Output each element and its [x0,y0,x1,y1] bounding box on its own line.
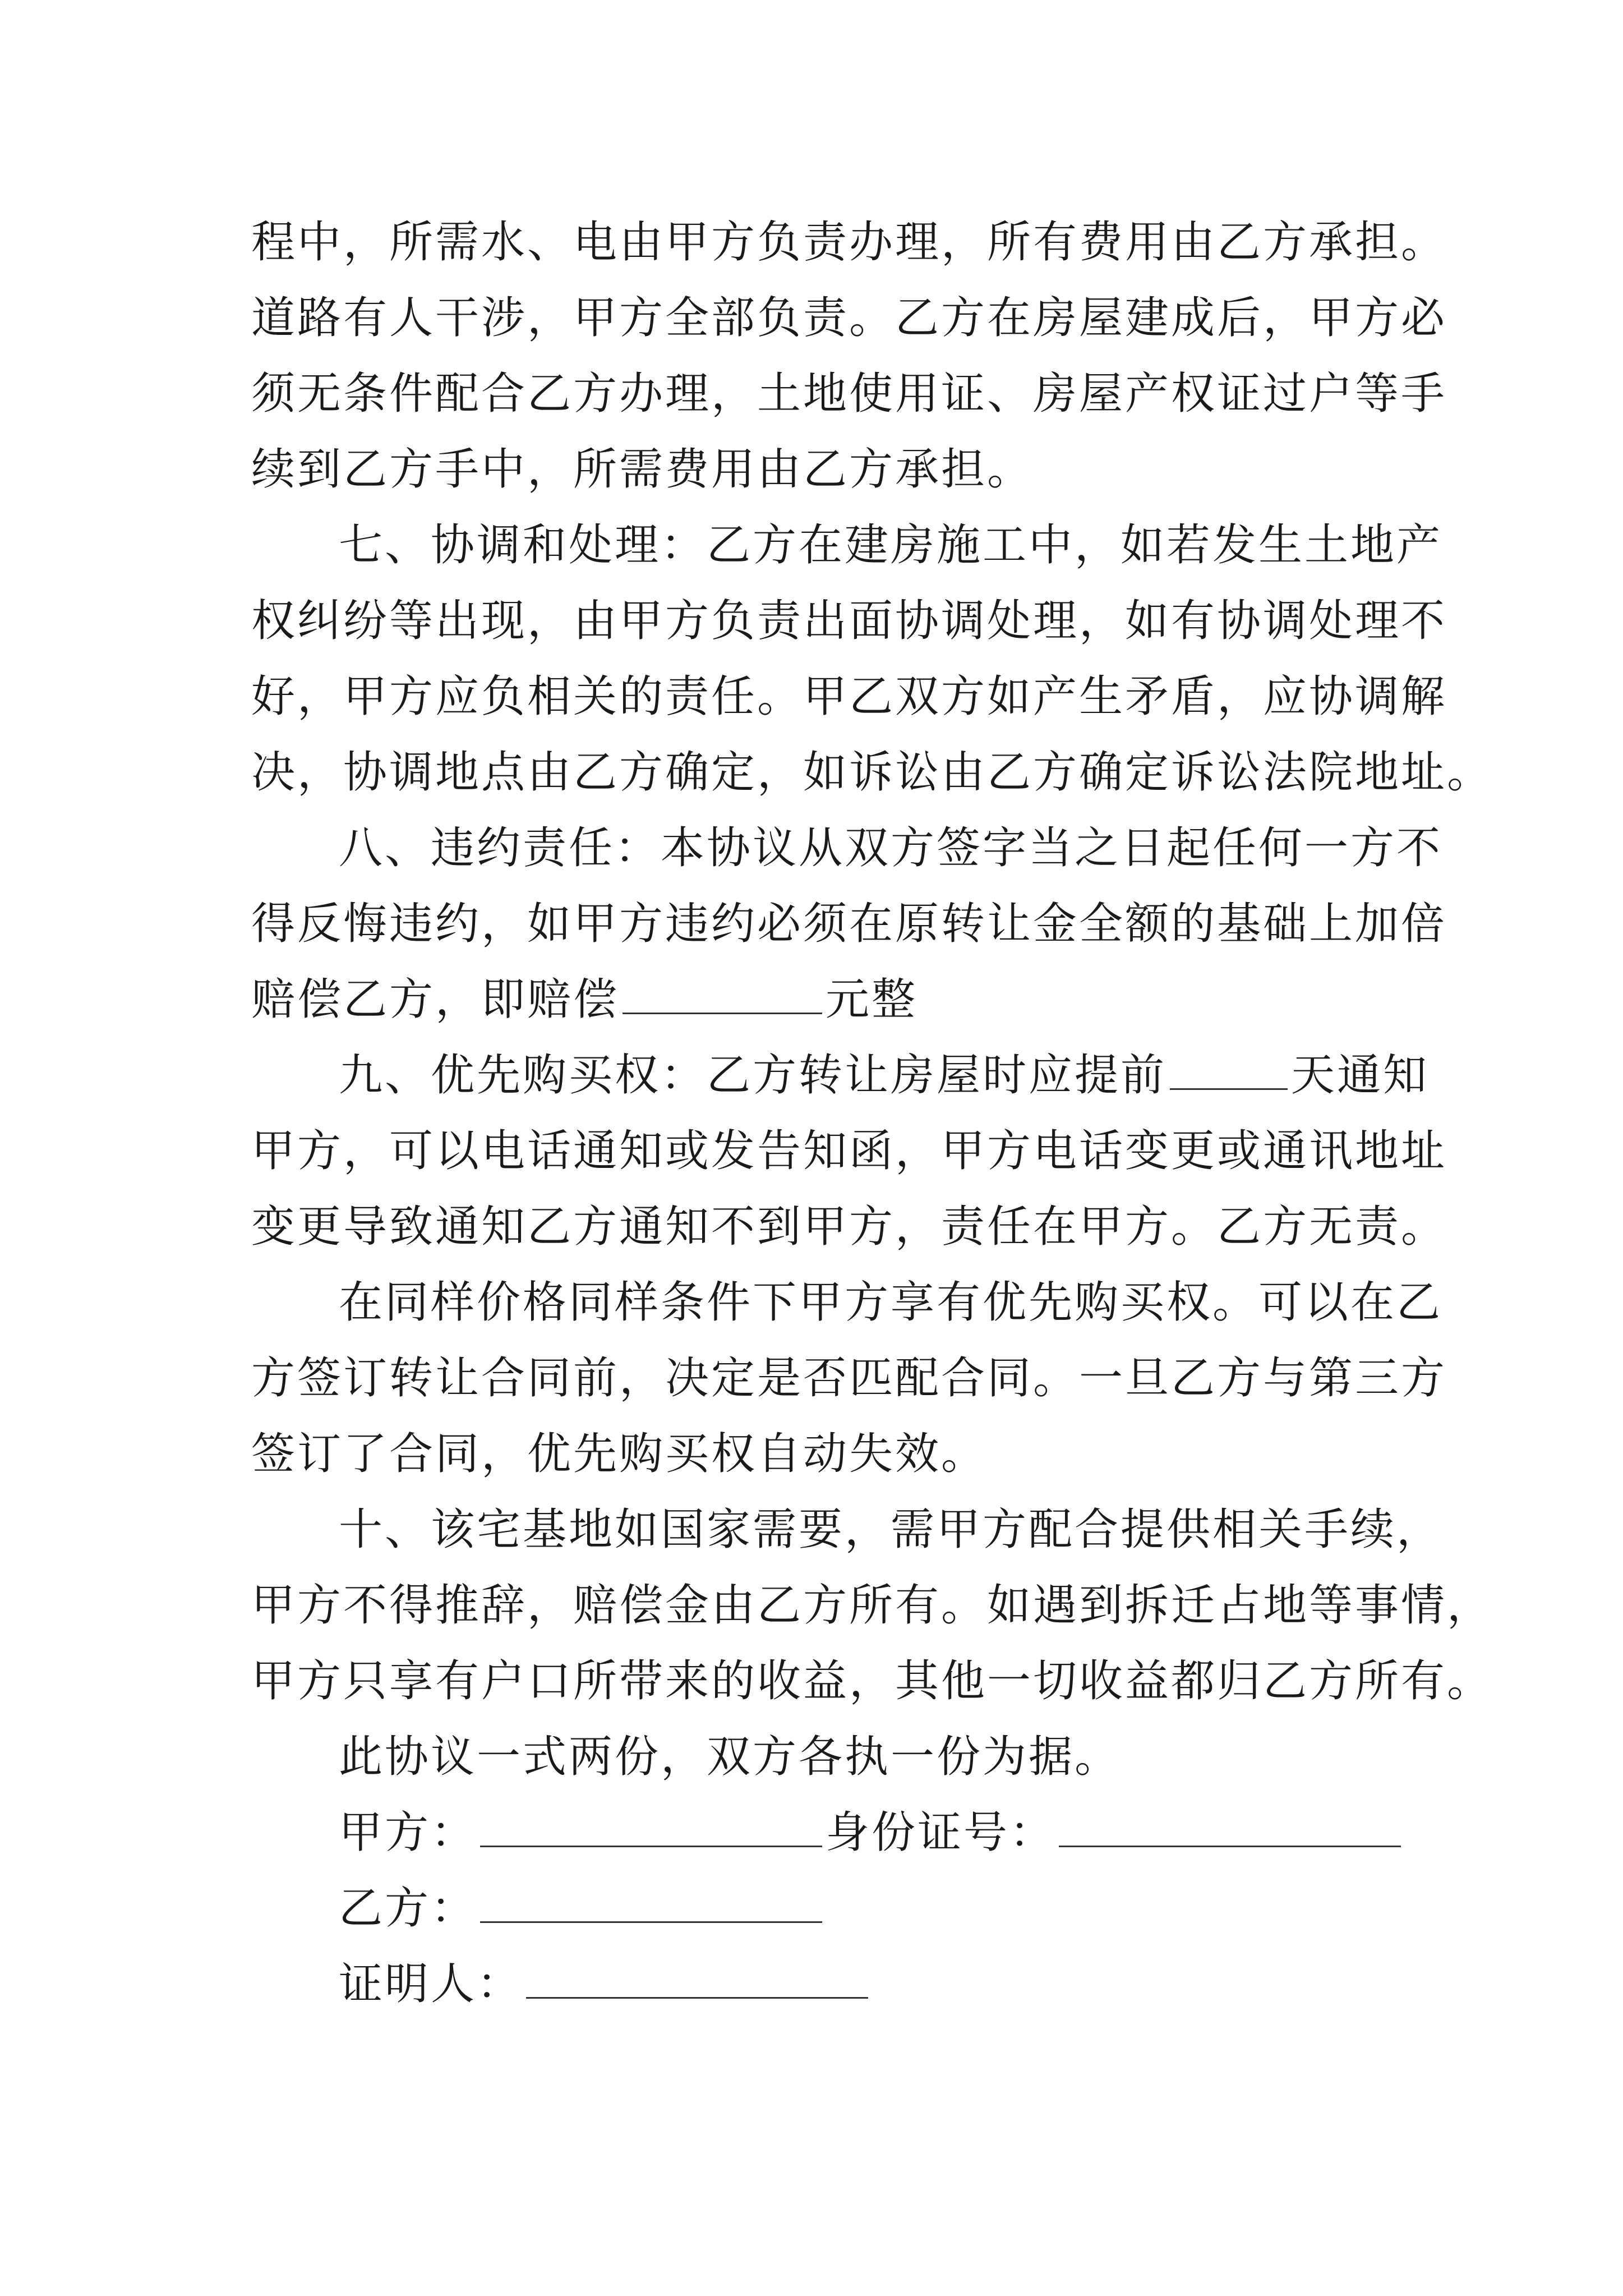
text-line-6: 权纠纷等出现，由甲方负责出面协调处理，如有协调处理不 [251,596,1447,646]
clause-9-text: 九、优先购买权：乙方转让房屋时应提前 [339,1050,1167,1101]
text-line-1: 程中，所需水、电由甲方负责办理，所有费用由乙方承担。 [251,217,1447,268]
witness-label: 证明人： [339,1959,523,2009]
text-line-16: 方签订转让合同前，决定是否匹配合同。一旦乙方与第三方 [251,1353,1447,1404]
compensation-line [251,960,1384,1039]
witness-name-field[interactable] [526,1963,868,1999]
clause-8-heading-line: 八、违约责任：本协议从双方签字当之日起任何一方不 [339,823,1443,873]
text-line-2: 道路有人干涉，甲方全部负责。乙方在房屋建成后，甲方必 [251,293,1447,343]
clause-9-heading-line [339,1036,1430,1115]
id-number-field[interactable] [1059,1812,1401,1847]
party-a-signature-row [339,1793,1404,1872]
party-b-label: 乙方： [339,1883,477,1934]
text-line-10: 得反悔违约，如甲方违约必须在原转让金全额的基础上加倍 [251,899,1447,949]
text-line-13: 甲方，可以电话通知或发告知函，甲方电话变更或通讯地址 [251,1126,1447,1176]
id-number-label: 身份证号： [826,1807,1056,1858]
party-a-name-field[interactable] [480,1812,822,1847]
text-line-20: 甲方只享有户口所带来的收益，其他一切收益都归乙方所有。 [251,1656,1493,1706]
clause-7-heading-line: 七、协调和处理：乙方在建房施工中，如若发生土地产 [339,520,1443,570]
notice-days-blank[interactable] [1170,1055,1288,1090]
clause-9-text-end: 天通知 [1291,1050,1430,1101]
text-line-19: 甲方不得推辞，赔偿金由乙方所有。如遇到拆迁占地等事情， [251,1580,1493,1631]
text-line-15: 在同样价格同样条件下甲方享有优先购买权。可以在乙 [339,1277,1443,1328]
party-a-label: 甲方： [339,1807,477,1858]
copies-statement: 此协议一式两份，双方各执一份为据。 [339,1732,1121,1782]
compensation-suffix: 元整 [826,974,918,1025]
text-line-3: 须无条件配合乙方办理，土地使用证、房屋产权证过户等手 [251,369,1447,419]
party-b-name-field[interactable] [480,1888,822,1923]
clause-10-heading-line: 十、该宅基地如国家需要，需甲方配合提供相关手续， [339,1504,1443,1555]
text-line-4: 续到乙方手中，所需费用由乙方承担。 [251,444,1034,495]
text-line-17: 签订了合同，优先购买权自动失效。 [251,1429,988,1479]
text-line-7: 好，甲方应负相关的责任。甲乙双方如产生矛盾，应协调解 [251,671,1447,722]
text-line-14: 变更导致通知乙方通知不到甲方，责任在甲方。乙方无责。 [251,1202,1447,1252]
witness-signature-row [339,1945,872,2023]
party-b-signature-row [339,1869,826,1948]
compensation-amount-blank[interactable] [623,979,822,1014]
text-line-8: 决，协调地点由乙方确定，如诉讼由乙方确定诉讼法院地址。 [251,747,1493,798]
compensation-prefix: 赔偿乙方，即赔偿 [251,974,620,1025]
